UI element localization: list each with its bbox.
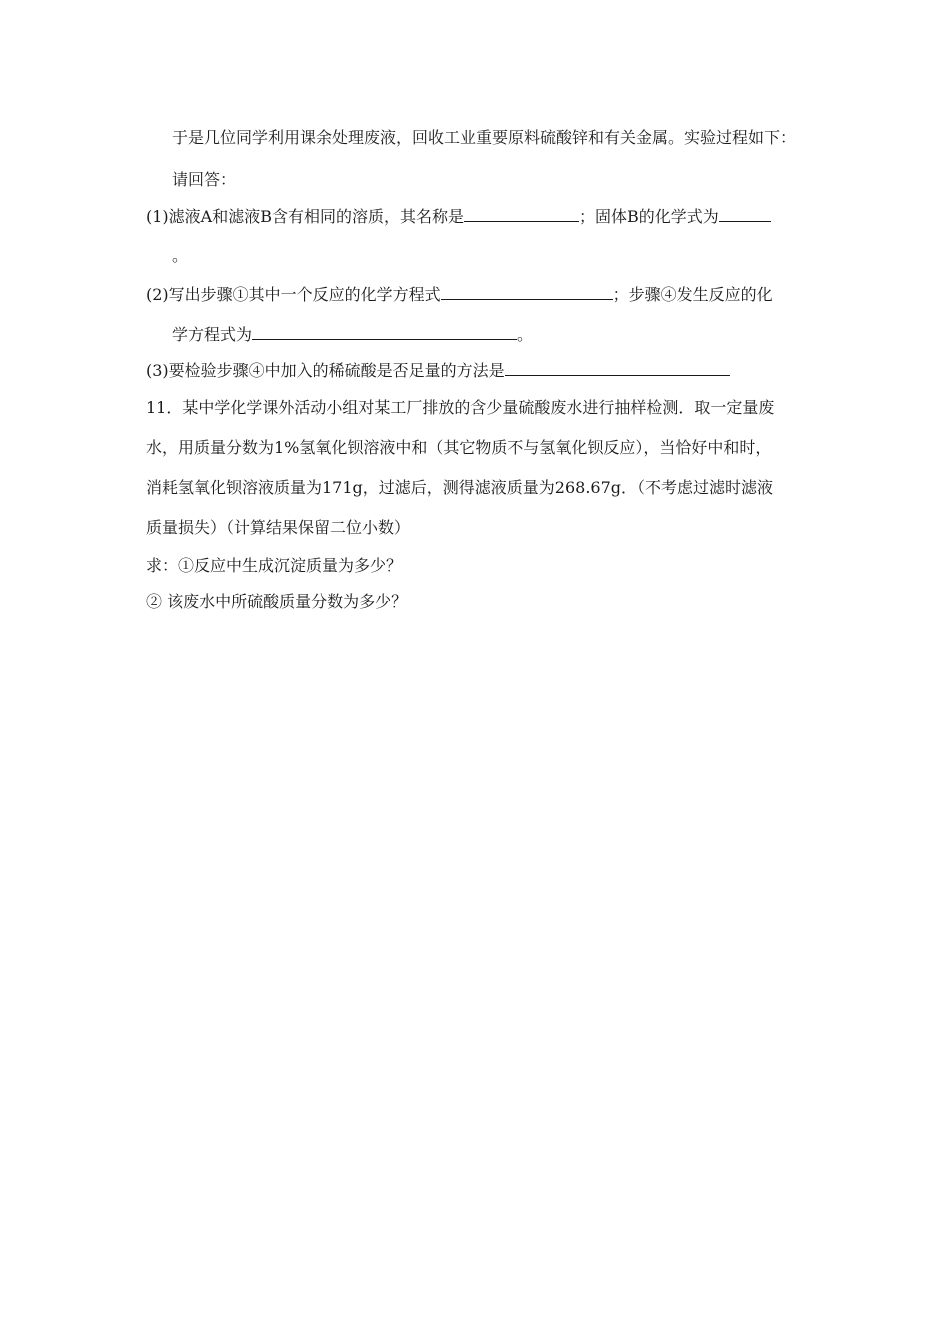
question-2 [146,284,773,304]
answer-prompt: 请回答： [172,170,237,189]
answer-blank-1b[interactable] [719,206,771,222]
question-1-text-a: (1)滤液A和滤液B含有相同的溶质，其名称是 [146,207,464,226]
problem-11-sub-2: ② 该废水中所硫酸质量分数为多少？ [146,592,408,611]
answer-blank-2b[interactable] [252,324,517,340]
problem-11-line-2: 水，用质量分数为1%氢氧化钡溶液中和（其它物质不与氢氧化钡反应），当恰好中和时， [146,438,772,457]
question-1 [146,206,771,226]
question-3-text: (3)要检验步骤④中加入的稀硫酸是否足量的方法是 [146,361,505,380]
question-2-text-b: ；步骤④发生反应的化 [612,285,773,304]
answer-blank-1a[interactable] [464,206,579,222]
question-2-text-c: 学方程式为 [172,325,253,344]
question-1-text-b: ；固体B的化学式为 [578,207,719,226]
question-1-end: 。 [172,246,189,265]
intro-text: 于是几位同学利用课余处理废液，回收工业重要原料硫酸锌和有关金属。实验过程如下： [172,128,797,147]
question-2-text-a: (2)写出步骤①其中一个反应的化学方程式 [146,285,441,304]
question-2-cont [172,324,533,344]
problem-11-line-1: 11．某中学化学课外活动小组对某工厂排放的含少量硫酸废水进行抽样检测．取一定量废 [146,398,775,417]
question-2-end: 。 [517,325,534,344]
problem-11-line-4: 质量损失）（计算结果保留二位小数） [146,518,411,537]
question-3 [146,360,730,380]
problem-11-line-3: 消耗氢氧化钡溶液质量为171g，过滤后，测得滤液质量为268.67g．（不考虑过滤时滤液 [146,478,774,497]
problem-11-ask: 求：①反应中生成沉淀质量为多少？ [146,556,403,575]
answer-blank-2a[interactable] [441,284,613,300]
answer-blank-3[interactable] [505,360,730,376]
